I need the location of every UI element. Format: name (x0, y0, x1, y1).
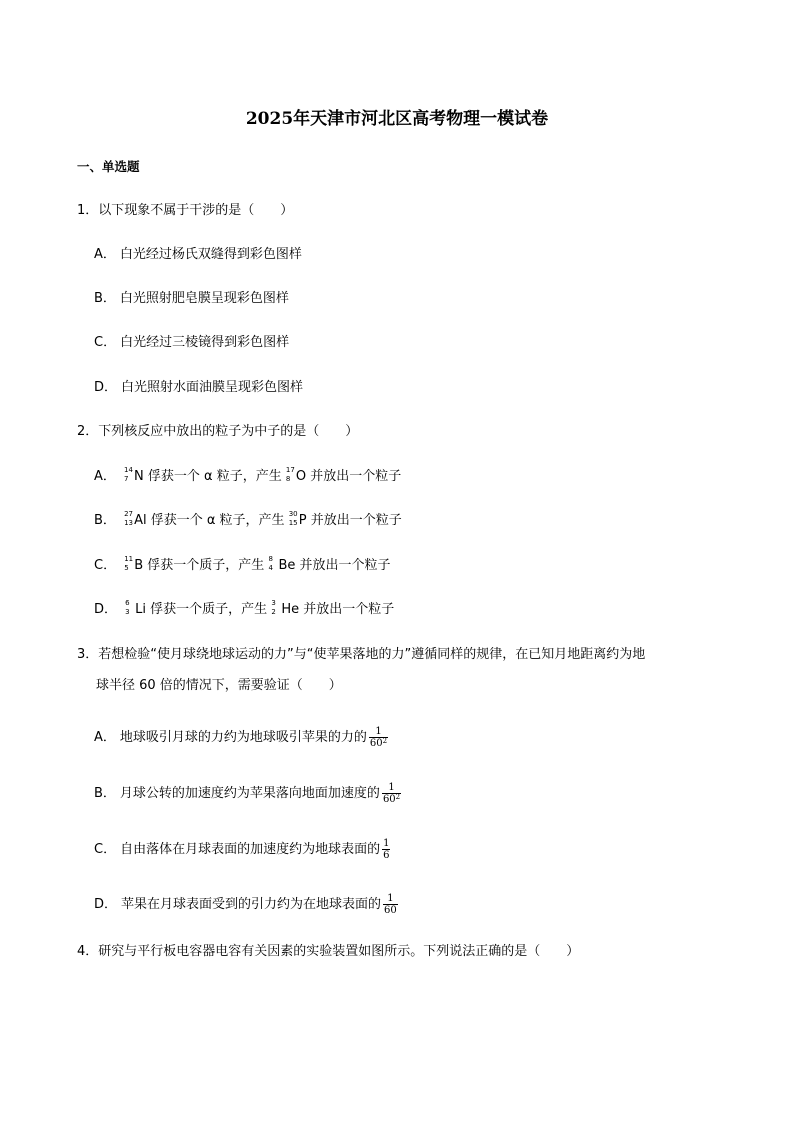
option-label: A． (94, 469, 116, 484)
option-label: B． (94, 291, 116, 306)
nuclide-notation: 6 3 Li (125, 599, 147, 617)
option-text: 并放出一个粒子 (299, 558, 391, 573)
option-label: D． (94, 380, 118, 395)
option-text: 俘获一个 α 粒子，产生 (150, 513, 285, 528)
question-2-option-c[interactable] (94, 557, 391, 575)
fraction: $\frac{1}{6}$ (383, 838, 390, 861)
question-1-option-c[interactable] (94, 334, 289, 352)
option-text: 月球公转的加速度约为苹果落向地面加速度的 (119, 786, 380, 801)
question-2-stem: 2．下列核反应中放出的粒子为中子的是（ ） (77, 424, 359, 439)
option-label: C． (94, 335, 117, 350)
question-1-option-d[interactable] (94, 379, 303, 397)
question-1-option-a[interactable] (94, 246, 302, 264)
option-text: 地球吸引月球的力约为地球吸引苹果的力的 (119, 730, 367, 745)
option-label: B． (94, 786, 116, 801)
nuclide-notation: 17 8 O (285, 466, 307, 484)
nuclide-notation: 11 5 B (124, 555, 144, 573)
question-3-stem-line-2: 球半径 60 倍的情况下，需要验证（ ） (96, 678, 342, 693)
option-text: 并放出一个粒子 (310, 513, 402, 528)
option-text: 白光照射水面油膜呈现彩色图样 (121, 380, 304, 395)
option-text: 并放出一个粒子 (303, 602, 395, 617)
question-3-option-b[interactable] (94, 782, 401, 805)
question-1-stem: 1．以下现象不属于干涉的是（ ） (77, 203, 294, 218)
question-3-stem-line-1: 3．若想检验“使月球绕地球运动的力”与“使苹果落地的力”遵循同样的规律，在已知月地距离约为地 (77, 647, 646, 662)
option-text: 俘获一个 α 粒子，产生 (147, 469, 282, 484)
option-text: 俘获一个质子，产生 (147, 558, 265, 573)
option-text: 白光经过三棱镜得到彩色图样 (120, 335, 290, 350)
option-text: 自由落体在月球表面的加速度约为地球表面的 (120, 842, 381, 857)
option-text: 苹果在月球表面受到的引力约为在地球表面的 (121, 897, 382, 912)
option-label: A． (94, 247, 116, 262)
option-text: 并放出一个粒子 (310, 469, 402, 484)
question-2-option-a[interactable] (94, 468, 401, 486)
fraction: $\frac{1}{60}$ (384, 893, 397, 916)
option-text: 白光经过杨氏双缝得到彩色图样 (119, 247, 302, 262)
nuclide-notation: 27 13 Al (124, 510, 147, 528)
fraction: $\frac{1}{60^2}$ (369, 726, 388, 749)
option-text: 俘获一个质子，产生 (150, 602, 268, 617)
option-label: C． (94, 842, 117, 857)
question-2-option-b[interactable] (94, 512, 402, 530)
question-1-option-b[interactable] (94, 290, 289, 308)
nuclide-notation: 3 2 He (271, 599, 300, 617)
option-label: B． (94, 513, 116, 528)
option-label: C． (94, 558, 117, 573)
question-3-option-d[interactable] (94, 893, 398, 916)
question-3-option-c[interactable] (94, 838, 390, 861)
option-label: D． (94, 897, 118, 912)
section-heading: 一、单选题 (77, 159, 140, 174)
question-4-stem: 4．研究与平行板电容器电容有关因素的实验装置如图所示。下列说法正确的是（ ） (77, 944, 580, 959)
fraction: $\frac{1}{60^2}$ (382, 782, 401, 805)
option-text: 白光照射肥皂膜呈现彩色图样 (119, 291, 289, 306)
exam-title: 2025年天津市河北区高考物理一模试卷 (245, 109, 549, 129)
question-2-option-d[interactable] (94, 601, 394, 619)
option-label: D． (94, 602, 118, 617)
nuclide-notation: 14 7 N (124, 466, 144, 484)
nuclide-notation: 8 4 Be (268, 555, 296, 573)
question-3-option-a[interactable] (94, 726, 388, 749)
option-label: A． (94, 730, 116, 745)
nuclide-notation: 30 15 P (288, 510, 307, 528)
